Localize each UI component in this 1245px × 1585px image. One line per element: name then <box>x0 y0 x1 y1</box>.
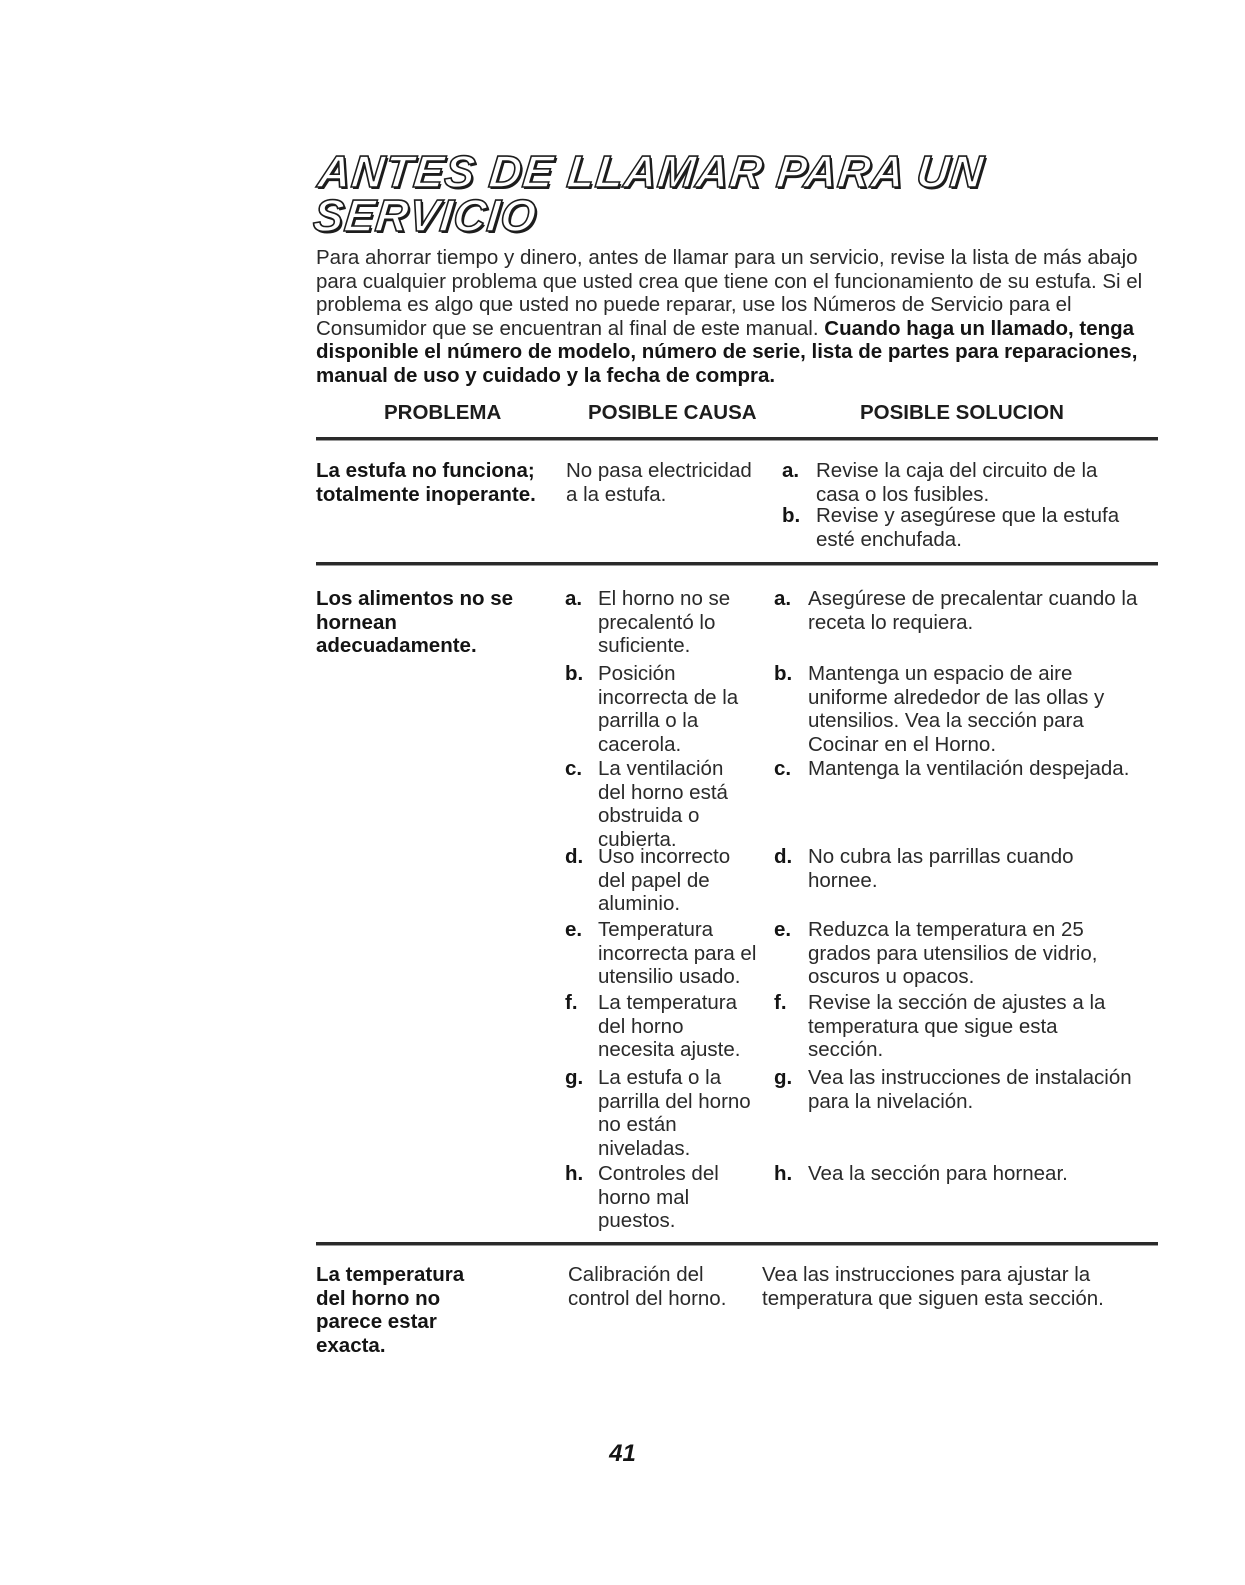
item-text: Controles del horno mal puestos. <box>598 1162 719 1232</box>
cause-item <box>565 1162 770 1233</box>
item-text: La estufa o la parrilla del horno no están niveladas. <box>598 1066 751 1160</box>
item-text: Revise la sección de ajustes a la temperatura que sigue esta sección. <box>808 991 1106 1061</box>
item-text: La temperatura del horno necesita ajuste. <box>598 991 741 1061</box>
item-letter: g. <box>565 1066 584 1089</box>
item-text: Asegúrese de precalentar cuando la receta lo requiera. <box>808 587 1138 634</box>
page-number: 41 <box>609 1440 636 1467</box>
cause-item <box>565 918 770 989</box>
solution-item <box>782 459 1142 506</box>
item-letter: c. <box>774 757 792 780</box>
table-divider <box>316 437 1158 441</box>
cause-cell: No pasa electricidad a la estufa. <box>566 459 752 506</box>
solution-cell: Vea las instrucciones para ajustar la temperatura que siguen esta sección. <box>762 1263 1104 1310</box>
item-letter: b. <box>782 504 801 527</box>
page-title <box>311 146 987 241</box>
item-letter: a. <box>774 587 792 610</box>
cause-item <box>565 845 770 916</box>
item-text: Uso incorrecto del papel de aluminio. <box>598 845 731 915</box>
cause-item <box>565 662 770 756</box>
item-letter: f. <box>565 991 578 1014</box>
solution-item <box>774 991 1148 1062</box>
cause-cell: Calibración del control del horno. <box>568 1263 727 1310</box>
item-letter: b. <box>774 662 793 685</box>
item-letter: d. <box>565 845 584 868</box>
table-divider <box>316 562 1158 566</box>
problem-cell: La estufa no funciona; totalmente inoperante. <box>316 459 536 506</box>
title-line-1: ANTES DE LLAMAR PARA UN <box>315 146 987 197</box>
item-letter: e. <box>565 918 583 941</box>
item-text: No cubra las parrillas cuando hornee. <box>808 845 1074 892</box>
cause-item <box>565 757 770 851</box>
title-line-2: SERVICIO <box>311 190 540 241</box>
solution-item <box>782 504 1142 551</box>
item-letter: b. <box>565 662 584 685</box>
cause-item <box>565 1066 770 1160</box>
item-letter: a. <box>565 587 583 610</box>
solution-item <box>774 845 1148 892</box>
item-text: Mantenga la ventilación despejada. <box>808 757 1130 780</box>
item-text: Temperatura incorrecta para el utensilio usado. <box>598 918 757 988</box>
intro-text: Para ahorrar tiempo y dinero, antes de llamar para un servicio, revise la lista de más abajo para cualquier problema que usted crea que tiene con el funcionamiento de su estufa. Si el problema es algo que usted no puede reparar, use los Números de Servicio para el Consumidor que se encuentran al final de este manual. <box>316 246 1143 340</box>
solution-item <box>774 1066 1148 1113</box>
solution-item <box>774 1162 1148 1186</box>
item-text: El horno no se precalentó lo suficiente. <box>598 587 731 657</box>
header-solution: POSIBLE SOLUCION <box>860 401 1064 424</box>
cause-item <box>565 587 770 658</box>
table-divider <box>316 1242 1158 1246</box>
solution-item <box>774 757 1148 781</box>
solution-item <box>774 662 1148 756</box>
cause-cell <box>565 587 770 1237</box>
intro-bold-text: Cuando haga un llamado, tenga disponible el número de modelo, número de serie, lista de partes para reparaciones, manual de uso y cuidado y la fecha de compra. <box>316 316 1138 387</box>
item-text: Reduzca la temperatura en 25 grados para utensilios de vidrio, oscuros u opacos. <box>808 918 1098 988</box>
header-problem: PROBLEMA <box>384 401 502 424</box>
header-cause: POSIBLE CAUSA <box>588 401 757 424</box>
item-letter: d. <box>774 845 793 868</box>
problem-cell: Los alimentos no se hornean adecuadamente. <box>316 587 514 657</box>
item-letter: g. <box>774 1066 793 1089</box>
solution-cell <box>774 587 1148 1237</box>
item-letter: a. <box>782 459 800 482</box>
solution-item <box>774 918 1148 989</box>
item-letter: h. <box>774 1162 793 1185</box>
item-letter: c. <box>565 757 583 780</box>
item-letter: f. <box>774 991 787 1014</box>
item-text: Revise y asegúrese que la estufa esté enchufada. <box>816 504 1120 551</box>
intro-paragraph <box>316 246 1154 387</box>
solution-item <box>774 587 1148 634</box>
item-text: Revise la caja del circuito de la casa o los fusibles. <box>816 459 1098 506</box>
item-text: Posición incorrecta de la parrilla o la cacerola. <box>598 662 739 756</box>
item-text: La ventilación del horno está obstruida o cubierta. <box>598 757 728 851</box>
item-letter: e. <box>774 918 792 941</box>
cause-item <box>565 991 770 1062</box>
item-text: Vea las instrucciones de instalación para la nivelación. <box>808 1066 1132 1113</box>
item-text: Mantenga un espacio de aire uniforme alrededor de las ollas y utensilios. Vea la sección para Cocinar en el Horno. <box>808 662 1105 756</box>
item-text: Vea la sección para hornear. <box>808 1162 1068 1185</box>
item-letter: h. <box>565 1162 584 1185</box>
problem-cell: La temperatura del horno no parece estar exacta. <box>316 1263 465 1357</box>
